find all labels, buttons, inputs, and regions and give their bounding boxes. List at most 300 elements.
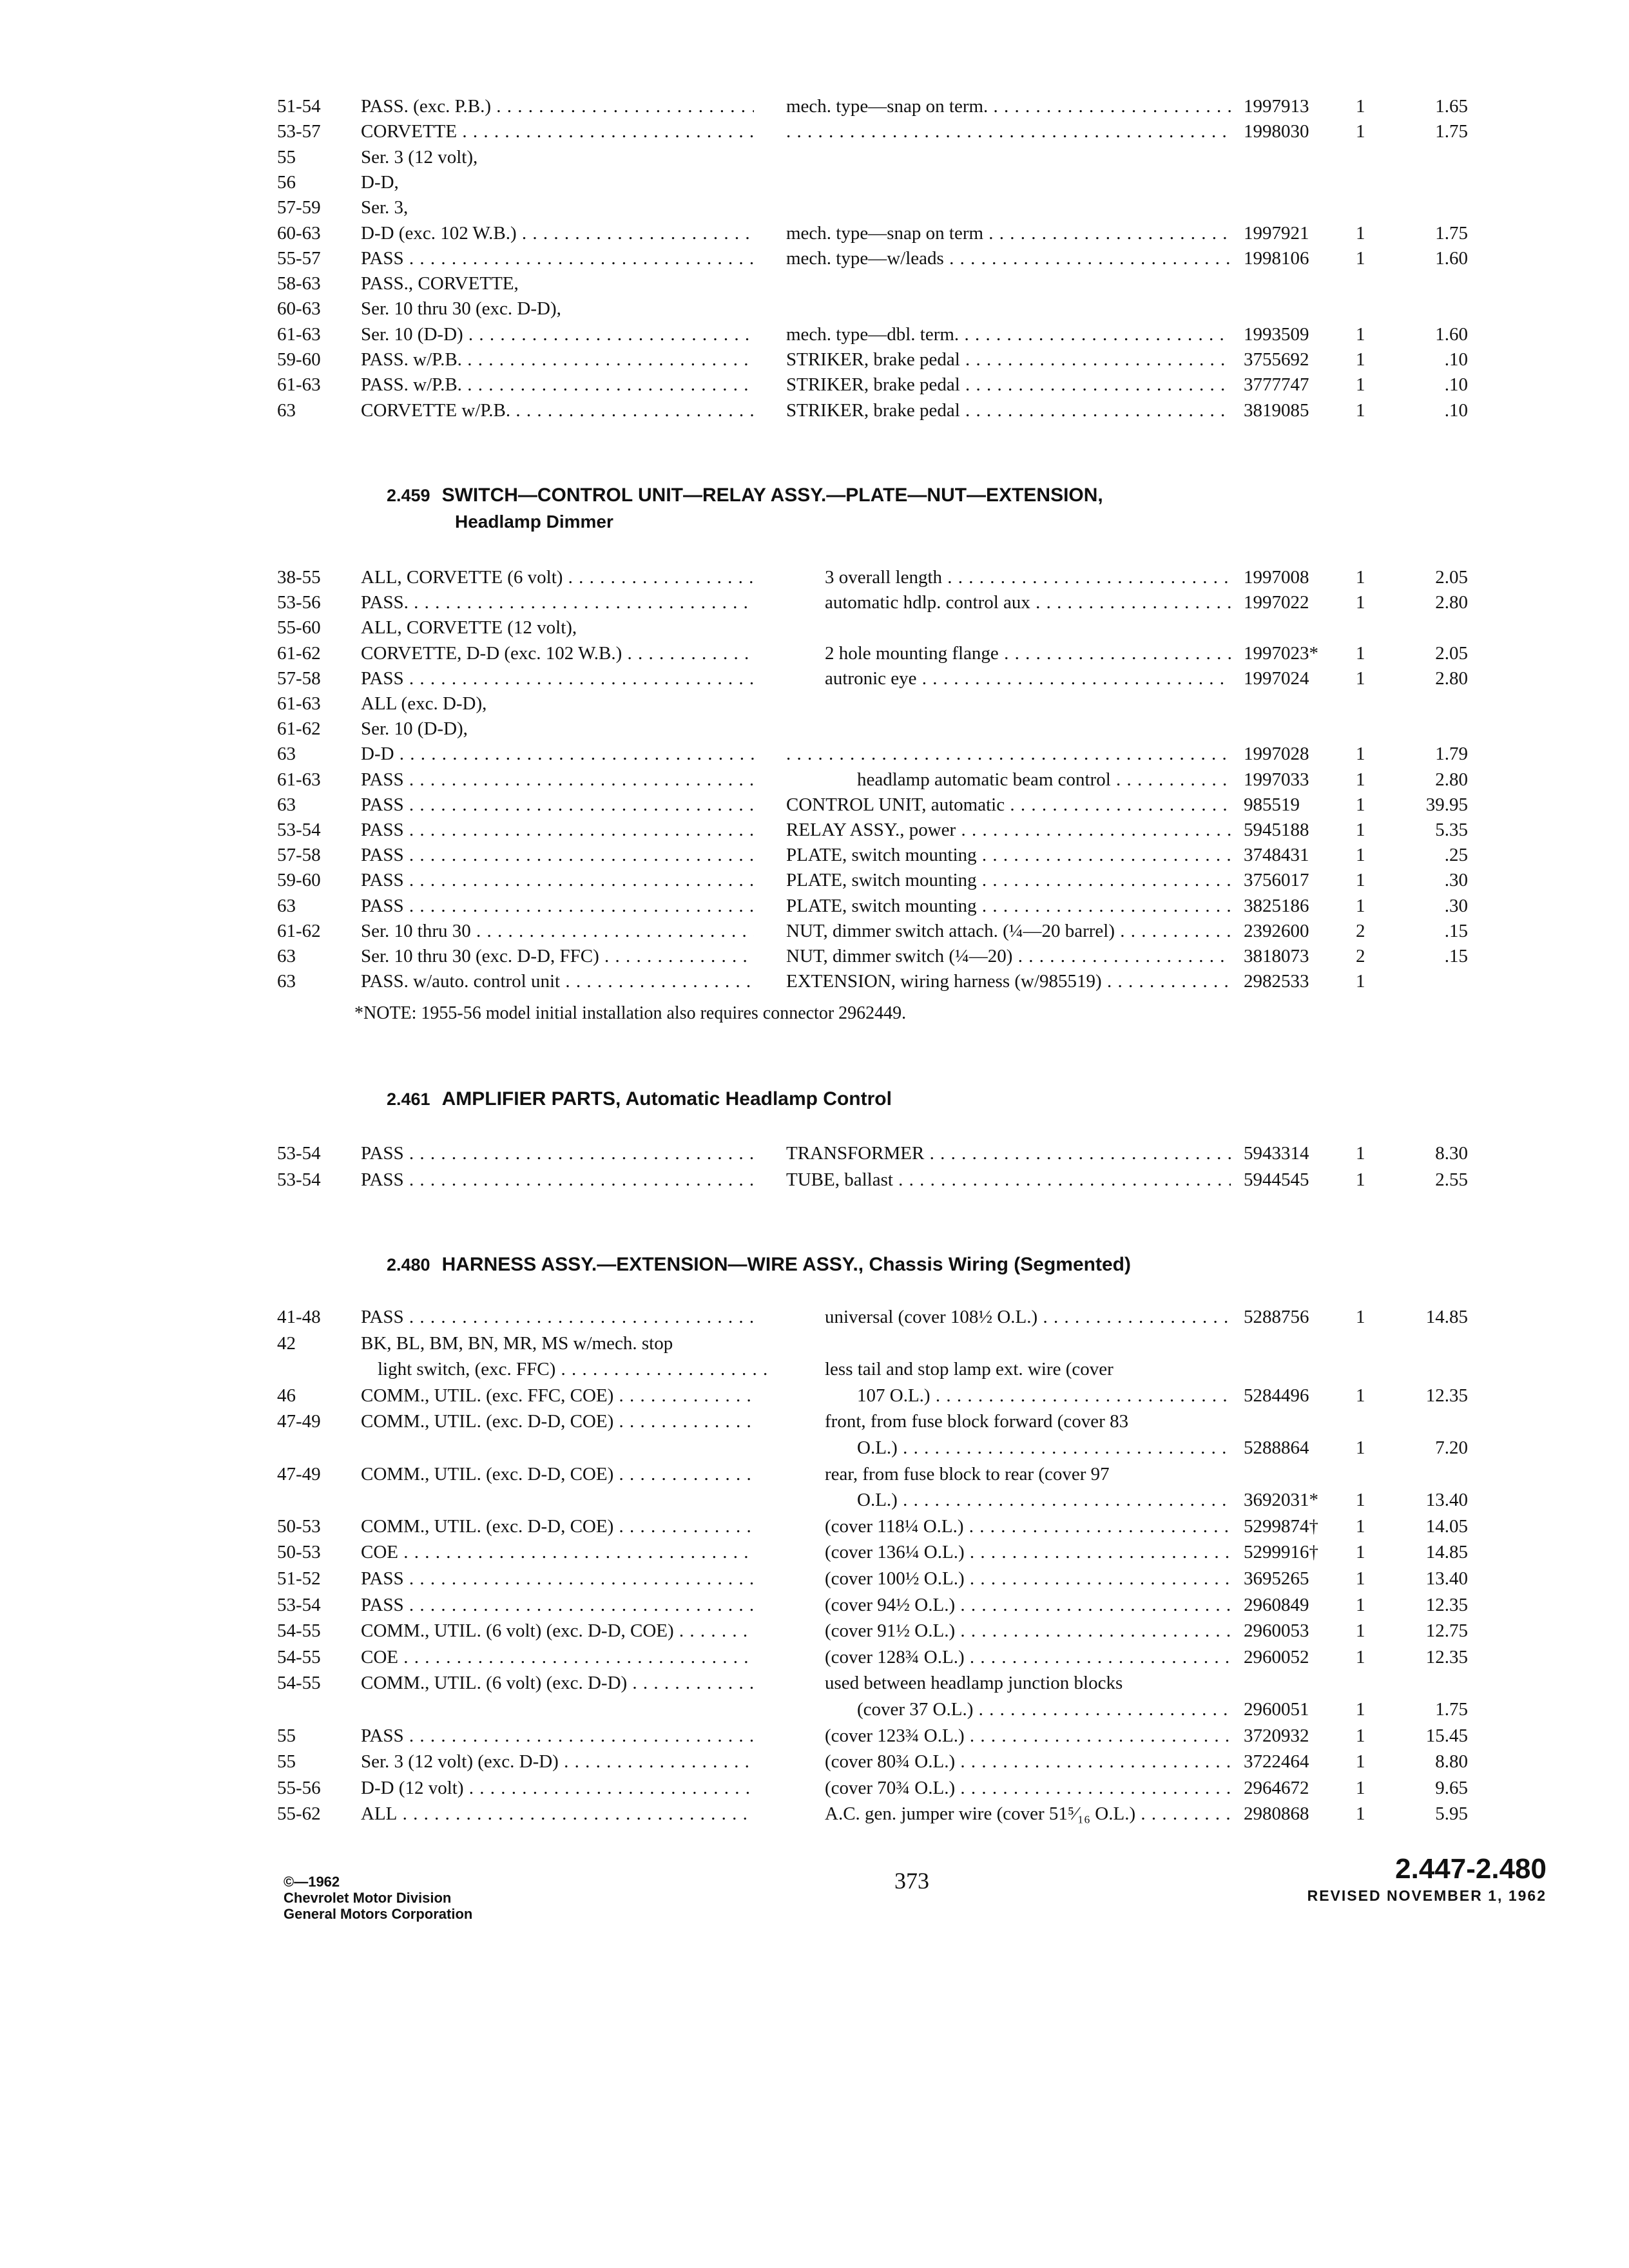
description-cell (825, 1408, 1231, 1434)
application: PASS (361, 1594, 404, 1615)
table-row (0, 893, 1629, 919)
description-cell (786, 119, 1231, 144)
part-number: 2982533 (1244, 971, 1309, 992)
application-cell (361, 1167, 754, 1193)
price: 12.35 (1425, 1646, 1468, 1667)
price: 39.95 (1425, 794, 1468, 815)
part-number: 5288864 (1244, 1437, 1309, 1458)
application: COE (361, 1646, 398, 1667)
description-cell (786, 93, 1231, 119)
model-years: 57-59 (277, 197, 321, 218)
table-row (0, 716, 1629, 742)
model-years: 41-48 (277, 1307, 321, 1327)
description: PLATE, switch mounting (786, 845, 977, 866)
price: 15.45 (1425, 1725, 1468, 1746)
application: PASS. (exc. P.B.) (361, 96, 491, 117)
application-cell (361, 943, 754, 969)
quantity: 1 (1356, 247, 1365, 269)
price: 13.40 (1425, 1568, 1468, 1589)
model-years: 61-63 (277, 693, 321, 714)
application: PASS. (361, 592, 409, 613)
section-subtitle: Headlamp Dimmer (455, 512, 613, 532)
table-row (0, 1749, 1629, 1774)
description: (cover 70¾ O.L.) (825, 1777, 956, 1798)
application: Ser. 10 thru 30 (exc. D-D, FFC) (361, 946, 599, 966)
application-cell (361, 322, 754, 347)
price: 9.65 (1435, 1777, 1468, 1798)
application: PASS. w/auto. control unit (361, 971, 561, 992)
table-row (0, 1383, 1629, 1408)
part-number: 1998106 (1244, 247, 1309, 269)
quantity: 1 (1356, 121, 1365, 142)
model-years: 56 (277, 171, 296, 193)
quantity: 1 (1356, 1646, 1365, 1667)
section-heading (387, 1086, 892, 1113)
application: Ser. 3, (361, 197, 409, 218)
part-number: 2964672 (1244, 1777, 1309, 1798)
quantity: 1 (1356, 592, 1365, 613)
description: (cover 128¾ O.L.) (825, 1646, 965, 1667)
part-number: 2960051 (1244, 1699, 1309, 1720)
table-row (0, 817, 1629, 843)
part-number: 1997023* (1244, 642, 1318, 664)
model-years: 55 (277, 1751, 296, 1773)
description: STRIKER, brake pedal (786, 374, 960, 396)
description-cell (825, 564, 1231, 590)
quantity: 1 (1356, 399, 1365, 421)
table-row (0, 1514, 1629, 1539)
model-years: 54-55 (277, 1646, 321, 1667)
model-years: 50-53 (277, 1542, 321, 1563)
table-row (0, 296, 1629, 322)
description: used between headlamp junction blocks (825, 1673, 1123, 1694)
description: (cover 80¾ O.L.) (825, 1751, 956, 1773)
application: D-D (exc. 102 W.B.) (361, 222, 517, 244)
part-number: 1997028 (1244, 744, 1309, 765)
table-row (0, 1408, 1629, 1434)
table-row (0, 1801, 1629, 1827)
application-cell (361, 666, 754, 691)
application-cell (361, 119, 754, 144)
description: NUT, dimmer switch attach. (¼—20 barrel) (786, 920, 1115, 941)
description-cell (825, 1644, 1231, 1670)
description-cell (825, 1775, 1231, 1801)
application: PASS. w/P.B. (361, 349, 462, 370)
model-years: 55-62 (277, 1803, 321, 1825)
application: COMM., UTIL. (exc. FFC, COE) (361, 1385, 614, 1406)
application: ALL (exc. D-D), (361, 693, 487, 714)
description-cell (825, 590, 1231, 615)
description-cell (857, 1487, 1231, 1513)
description: TRANSFORMER (786, 1143, 925, 1164)
quantity: 2 (1356, 946, 1365, 966)
application: ALL, CORVETTE (12 volt), (361, 617, 577, 639)
application: PASS (361, 1725, 404, 1746)
quantity: 1 (1356, 820, 1365, 840)
quantity: 1 (1356, 1803, 1365, 1825)
footer-copyright: ©—1962 (284, 1874, 340, 1890)
footer-corporation: General Motors Corporation (284, 1906, 473, 1922)
part-number: 1997008 (1244, 567, 1309, 588)
description-cell (857, 1383, 1231, 1408)
quantity: 1 (1356, 1143, 1365, 1164)
application: Ser. 10 thru 30 (361, 920, 471, 941)
part-number: 3777747 (1244, 374, 1309, 396)
part-number: 5944545 (1244, 1169, 1309, 1190)
description: O.L.) (857, 1490, 898, 1511)
description: CONTROL UNIT, automatic (786, 794, 1005, 815)
quantity: 1 (1356, 1725, 1365, 1746)
description: front, from fuse block forward (cover 83 (825, 1411, 1129, 1432)
table-row (0, 640, 1629, 666)
table-row (0, 767, 1629, 793)
application-cell (361, 817, 754, 843)
application-cell (361, 893, 754, 919)
model-years: 53-57 (277, 121, 321, 142)
application-cell (361, 741, 754, 767)
price: 2.80 (1435, 769, 1468, 790)
table-row (0, 1644, 1629, 1670)
application: PASS (361, 1169, 404, 1190)
table-row (0, 968, 1629, 994)
table-row (0, 1435, 1629, 1461)
table-row (0, 271, 1629, 296)
description: (cover 123¾ O.L.) (825, 1725, 965, 1746)
application: COMM., UTIL. (exc. D-D, COE) (361, 1463, 614, 1485)
quantity: 1 (1356, 1594, 1365, 1615)
table-row (0, 398, 1629, 423)
table-row (0, 322, 1629, 347)
application-cell (361, 716, 754, 742)
application-cell (361, 245, 754, 271)
price: 5.95 (1435, 1803, 1468, 1825)
description-cell (786, 398, 1231, 423)
application: PASS (361, 794, 404, 815)
model-years: 53-56 (277, 592, 321, 613)
description-cell (825, 1670, 1231, 1696)
application-cell (361, 1331, 754, 1356)
table-row (0, 1331, 1629, 1356)
description-cell (825, 1514, 1231, 1539)
application-cell (361, 1383, 754, 1408)
quantity: 1 (1356, 1699, 1365, 1720)
table-row (0, 93, 1629, 119)
quantity: 1 (1356, 222, 1365, 244)
table-row (0, 918, 1629, 944)
model-years: 63 (277, 399, 296, 421)
part-number: 2392600 (1244, 920, 1309, 941)
part-number: 1997921 (1244, 222, 1309, 244)
quantity: 1 (1356, 1515, 1365, 1537)
description-cell (786, 893, 1231, 919)
description: mech. type—snap on term (786, 222, 984, 244)
price: 12.35 (1425, 1385, 1468, 1406)
price: 8.80 (1435, 1751, 1468, 1773)
table-row (0, 372, 1629, 398)
description-cell (786, 1140, 1231, 1166)
table-row (0, 119, 1629, 144)
quantity: 1 (1356, 1542, 1365, 1563)
description-cell (786, 245, 1231, 271)
description: (cover 91½ O.L.) (825, 1620, 956, 1642)
description-cell (825, 1566, 1231, 1591)
description: NUT, dimmer switch (¼—20) (786, 946, 1013, 966)
price: 12.75 (1425, 1620, 1468, 1642)
price: 1.60 (1435, 323, 1468, 345)
application-cell (361, 1539, 754, 1565)
application-cell (361, 691, 754, 716)
price: 1.75 (1435, 222, 1468, 244)
quantity: 1 (1356, 642, 1365, 664)
description-cell (825, 1749, 1231, 1774)
application: ALL, CORVETTE (6 volt) (361, 567, 563, 588)
model-years: 61-63 (277, 769, 321, 790)
application: COMM., UTIL. (6 volt) (exc. D-D) (361, 1673, 628, 1694)
application-cell (361, 1408, 754, 1434)
part-number: 5299916† (1244, 1542, 1318, 1563)
price: .25 (1444, 845, 1468, 866)
application: COE (361, 1542, 398, 1563)
application: CORVETTE, D-D (exc. 102 W.B.) (361, 642, 622, 664)
description: less tail and stop lamp ext. wire (cover (825, 1359, 1113, 1380)
application-cell (361, 590, 754, 615)
application-cell (361, 968, 754, 994)
description: PLATE, switch mounting (786, 870, 977, 891)
table-row (0, 1487, 1629, 1513)
description-cell (786, 220, 1231, 246)
table-row (0, 1670, 1629, 1696)
part-number: 5288756 (1244, 1307, 1309, 1327)
part-number: 3692031* (1244, 1490, 1318, 1511)
description: STRIKER, brake pedal (786, 399, 960, 421)
section-title: AMPLIFIER PARTS, Automatic Headlamp Control (441, 1088, 892, 1110)
application-cell (361, 296, 754, 322)
price: 1.75 (1435, 1699, 1468, 1720)
application-cell (361, 1670, 754, 1696)
application: Ser. 10 (D-D) (361, 323, 463, 345)
part-number: 3818073 (1244, 946, 1309, 966)
application-cell (361, 144, 754, 170)
application: PASS (361, 769, 404, 790)
application: Ser. 3 (12 volt) (exc. D-D) (361, 1751, 559, 1773)
part-number: 2960052 (1244, 1646, 1309, 1667)
quantity: 1 (1356, 1490, 1365, 1511)
application-cell (361, 867, 754, 893)
description: (cover 94½ O.L.) (825, 1594, 956, 1615)
model-years: 60-63 (277, 222, 321, 244)
application-cell (361, 1592, 754, 1618)
table-row (0, 1618, 1629, 1644)
description-cell (825, 1539, 1231, 1565)
model-years: 53-54 (277, 1143, 321, 1164)
description: headlamp automatic beam control (857, 769, 1111, 790)
section-number: 2.461 (387, 1090, 430, 1109)
description-cell (857, 1435, 1231, 1461)
application: PASS (361, 668, 404, 689)
table-row (0, 666, 1629, 691)
model-years: 46 (277, 1385, 296, 1406)
application-cell (361, 1801, 754, 1827)
description: O.L.) (857, 1437, 898, 1458)
quantity: 1 (1356, 895, 1365, 916)
section-heading (387, 482, 1103, 509)
description-cell (786, 372, 1231, 398)
price: .10 (1444, 399, 1468, 421)
quantity: 1 (1356, 1437, 1365, 1458)
model-years: 61-62 (277, 920, 321, 941)
description: A.C. gen. jumper wire (cover 51⁵⁄₁₆ O.L.) (825, 1803, 1136, 1825)
table-row (0, 220, 1629, 246)
model-years: 61-63 (277, 374, 321, 396)
model-years: 54-55 (277, 1620, 321, 1642)
application: Ser. 10 thru 30 (exc. D-D), (361, 298, 561, 320)
application-cell (361, 767, 754, 793)
model-years: 53-54 (277, 820, 321, 840)
model-years: 61-62 (277, 718, 321, 740)
application: PASS (361, 845, 404, 866)
description-cell (786, 943, 1231, 969)
part-number: 1998030 (1244, 121, 1309, 142)
table-row (0, 1140, 1629, 1166)
table-row (0, 1775, 1629, 1801)
application: CORVETTE w/P.B. (361, 399, 511, 421)
footer-range-block (1307, 1852, 1547, 1905)
application: COMM., UTIL. (6 volt) (exc. D-D, COE) (361, 1620, 674, 1642)
quantity: 1 (1356, 769, 1365, 790)
price: 2.05 (1435, 642, 1468, 664)
model-years: 63 (277, 895, 296, 916)
part-number: 5945188 (1244, 820, 1309, 840)
application: light switch, (exc. FFC) (378, 1359, 556, 1380)
price: .15 (1444, 946, 1468, 966)
model-years: 57-58 (277, 845, 321, 866)
price: 1.79 (1435, 744, 1468, 765)
revision-date: REVISED NOVEMBER 1, 1962 (1307, 1887, 1547, 1904)
part-number: 3755692 (1244, 349, 1309, 370)
quantity: 1 (1356, 971, 1365, 992)
model-years: 51-52 (277, 1568, 321, 1589)
description-cell (825, 1356, 1231, 1382)
price: 2.80 (1435, 592, 1468, 613)
table-row (0, 1304, 1629, 1330)
quantity: 1 (1356, 1307, 1365, 1327)
application-cell (361, 1723, 754, 1749)
application-cell (361, 640, 754, 666)
application-cell (361, 169, 754, 195)
description-cell (786, 842, 1231, 868)
application: PASS (361, 820, 404, 840)
application-cell (361, 372, 754, 398)
model-years: 42 (277, 1332, 296, 1354)
description: mech. type—snap on term. (786, 96, 988, 117)
quantity: 1 (1356, 1620, 1365, 1642)
description: (cover 118¼ O.L.) (825, 1515, 964, 1537)
part-number: 1997033 (1244, 769, 1309, 790)
quantity: 1 (1356, 845, 1365, 866)
description-cell (825, 1592, 1231, 1618)
price: 2.80 (1435, 668, 1468, 689)
price: 1.60 (1435, 247, 1468, 269)
price: 14.85 (1425, 1307, 1468, 1327)
price: 2.55 (1435, 1169, 1468, 1190)
part-number: 1993509 (1244, 323, 1309, 345)
part-number: 3720932 (1244, 1725, 1309, 1746)
quantity: 1 (1356, 744, 1365, 765)
description-cell (786, 347, 1231, 372)
table-row (0, 867, 1629, 893)
description-cell (857, 1696, 1231, 1722)
description: mech. type—w/leads (786, 247, 944, 269)
price: 7.20 (1435, 1437, 1468, 1458)
model-years: 60-63 (277, 298, 321, 320)
application-cell (361, 1644, 754, 1670)
part-number: 3825186 (1244, 895, 1309, 916)
description-cell (786, 1167, 1231, 1193)
quantity: 1 (1356, 794, 1365, 815)
table-row (0, 691, 1629, 716)
quantity: 1 (1356, 567, 1365, 588)
application: ALL (361, 1803, 398, 1825)
application: CORVETTE (361, 121, 458, 142)
table-row (0, 195, 1629, 220)
quantity: 1 (1356, 1568, 1365, 1589)
application-cell (361, 1461, 754, 1487)
section-note: *NOTE: 1955-56 model initial installation also requires connector 2962449. (354, 1003, 907, 1023)
part-number: 2980868 (1244, 1803, 1309, 1825)
description-cell (786, 867, 1231, 893)
part-number: 1997022 (1244, 592, 1309, 613)
table-row (0, 1723, 1629, 1749)
table-row (0, 1356, 1629, 1382)
application-cell (361, 1514, 754, 1539)
price: 13.40 (1425, 1490, 1468, 1511)
part-number: 985519 (1244, 794, 1300, 815)
price: .30 (1444, 895, 1468, 916)
application-cell (361, 1775, 754, 1801)
description-cell (825, 1801, 1231, 1827)
footer-publisher (284, 1874, 472, 1922)
table-row (0, 842, 1629, 868)
price: 8.30 (1435, 1143, 1468, 1164)
price: 5.35 (1435, 820, 1468, 840)
application: Ser. 10 (D-D), (361, 718, 468, 740)
application-cell (361, 792, 754, 818)
application: PASS (361, 1307, 404, 1327)
quantity: 2 (1356, 920, 1365, 941)
description: 2 hole mounting flange (825, 642, 999, 664)
description: universal (cover 108½ O.L.) (825, 1307, 1038, 1327)
part-number: 3722464 (1244, 1751, 1309, 1773)
description-cell (825, 666, 1231, 691)
part-number: 2960053 (1244, 1620, 1309, 1642)
model-years: 53-54 (277, 1594, 321, 1615)
part-number: 3756017 (1244, 870, 1309, 891)
description: rear, from fuse block to rear (cover 97 (825, 1463, 1110, 1485)
quantity: 1 (1356, 349, 1365, 370)
description: RELAY ASSY., power (786, 820, 956, 840)
price: 1.75 (1435, 121, 1468, 142)
part-number: 5284496 (1244, 1385, 1309, 1406)
price: .15 (1444, 920, 1468, 941)
application-cell (361, 398, 754, 423)
model-years: 47-49 (277, 1411, 321, 1432)
description-cell (786, 918, 1231, 944)
application-cell (361, 615, 754, 640)
application: PASS (361, 1143, 404, 1164)
description-cell (825, 640, 1231, 666)
model-years: 61-62 (277, 642, 321, 664)
description: STRIKER, brake pedal (786, 349, 960, 370)
